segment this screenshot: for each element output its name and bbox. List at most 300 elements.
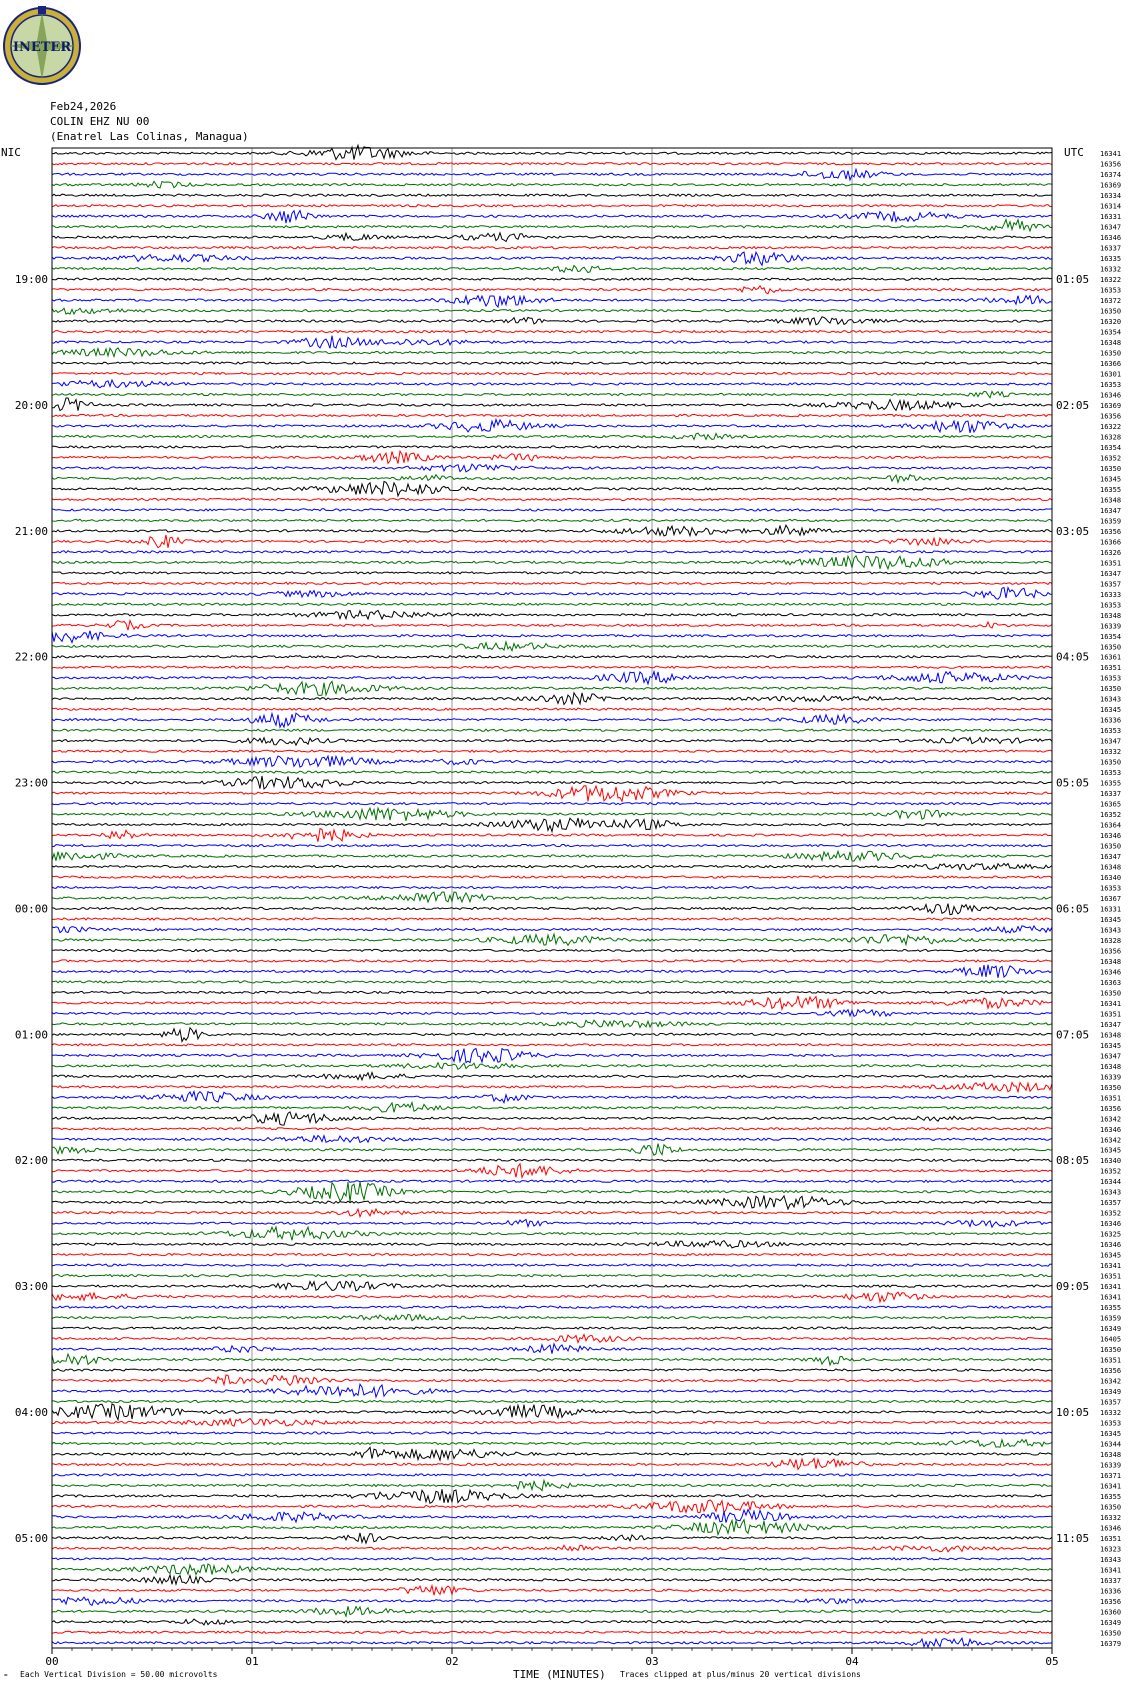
- trace-line: [52, 642, 1052, 651]
- x-tick-label: 02: [445, 1655, 459, 1668]
- trace-mean-label: 16356: [1100, 527, 1122, 536]
- trace-mean-label: 16328: [1100, 936, 1122, 945]
- trace-line: [52, 380, 1052, 388]
- trace-line: [52, 163, 1052, 165]
- trace-mean-label: 16336: [1100, 716, 1122, 725]
- trace-line: [52, 572, 1052, 574]
- trace-mean-label: 16320: [1100, 318, 1122, 327]
- scale-note: Each Vertical Division = 50.00 microvolts: [20, 1670, 218, 1679]
- left-time-label: 22:00: [14, 650, 48, 664]
- trace-mean-label: 16346: [1100, 832, 1122, 841]
- trace-line: [52, 1164, 1052, 1178]
- trace-mean-label: 16342: [1100, 1136, 1122, 1145]
- trace-mean-label: 16342: [1100, 1115, 1122, 1124]
- trace-line: [52, 808, 1052, 821]
- trace-mean-label: 16301: [1100, 370, 1122, 379]
- trace-mean-label: 16367: [1100, 895, 1122, 903]
- trace-mean-label: 16351: [1100, 1356, 1122, 1365]
- right-time-label: 08:05: [1056, 1154, 1090, 1168]
- trace-line: [52, 317, 1052, 325]
- trace-mean-label: 16346: [1100, 968, 1122, 977]
- trace-line: [52, 851, 1052, 861]
- trace-line: [52, 738, 1052, 746]
- trace-mean-label: 16343: [1100, 695, 1122, 704]
- trace-mean-label: 16351: [1100, 664, 1122, 673]
- x-tick-label: 01: [245, 1655, 259, 1668]
- trace-mean-label: 16346: [1100, 1125, 1122, 1134]
- trace-line: [52, 918, 1052, 920]
- trace-line: [52, 1136, 1052, 1143]
- trace-line: [52, 666, 1052, 668]
- trace-line: [52, 519, 1052, 521]
- trace-line: [52, 211, 1052, 224]
- trace-mean-label: 16348: [1100, 863, 1122, 872]
- trace-line: [52, 498, 1052, 500]
- trace-mean-label: 16353: [1100, 381, 1122, 390]
- trace-line: [52, 1631, 1052, 1633]
- trace-line: [52, 876, 1052, 878]
- trace-mean-labels: [1100, 150, 1121, 1648]
- trace-mean-label: 16345: [1100, 915, 1122, 924]
- trace-line: [52, 1474, 1052, 1476]
- trace-line: [52, 934, 1052, 945]
- trace-line: [52, 1606, 1052, 1616]
- trace-line: [52, 621, 1052, 631]
- trace-mean-label: 16326: [1100, 548, 1122, 557]
- trace-line: [52, 1440, 1052, 1448]
- trace-line: [52, 1103, 1052, 1113]
- trace-mean-label: 16353: [1100, 769, 1122, 778]
- trace-line: [52, 1044, 1052, 1046]
- trace-mean-label: 16341: [1100, 1293, 1122, 1302]
- trace-mean-label: 16314: [1100, 202, 1122, 211]
- trace-line: [52, 551, 1052, 553]
- trace-line: [52, 656, 1052, 658]
- trace-mean-label: 16346: [1100, 1220, 1122, 1229]
- trace-line: [52, 892, 1052, 902]
- trace-mean-label: 16332: [1100, 1408, 1122, 1417]
- trace-mean-label: 16359: [1100, 517, 1122, 526]
- trace-line: [52, 278, 1052, 280]
- trace-mean-label: 16356: [1100, 947, 1122, 956]
- trace-mean-label: 16343: [1100, 1188, 1122, 1197]
- trace-mean-label: 16352: [1100, 1209, 1122, 1218]
- trace-mean-label: 16342: [1100, 1377, 1122, 1386]
- trace-line: [52, 446, 1052, 448]
- trace-line: [52, 1281, 1052, 1291]
- trace-mean-label: 16347: [1100, 569, 1122, 578]
- trace-mean-label: 16369: [1100, 181, 1122, 190]
- trace-mean-label: 16349: [1100, 1618, 1122, 1627]
- trace-line: [52, 414, 1052, 416]
- scale-mark: =: [4, 1672, 8, 1679]
- trace-line: [52, 1314, 1052, 1320]
- trace-line: [52, 864, 1052, 870]
- trace-line: [52, 509, 1052, 511]
- trace-line: [52, 220, 1052, 231]
- trace-line: [52, 398, 1052, 411]
- trace-mean-label: 16337: [1100, 244, 1122, 253]
- header-station: COLIN EHZ NU 00: [50, 115, 150, 128]
- trace-mean-label: 16353: [1100, 674, 1122, 683]
- trace-mean-label: 16354: [1100, 443, 1122, 452]
- trace-line: [52, 1028, 1052, 1042]
- trace-line: [52, 205, 1052, 207]
- trace-mean-label: 16345: [1100, 1146, 1122, 1155]
- trace-mean-label: 16353: [1100, 1419, 1122, 1428]
- trace-mean-label: 16341: [1100, 150, 1122, 159]
- trace-line: [52, 535, 1052, 548]
- trace-line: [52, 1010, 1052, 1017]
- trace-line: [52, 433, 1052, 439]
- trace-line: [52, 1564, 1052, 1575]
- trace-line: [52, 681, 1052, 695]
- trace-line: [52, 771, 1052, 773]
- trace-mean-label: 16352: [1100, 1167, 1122, 1176]
- trace-line: [52, 1209, 1052, 1217]
- trace-line: [52, 1219, 1052, 1227]
- trace-line: [52, 818, 1052, 832]
- trace-mean-label: 16334: [1100, 192, 1122, 201]
- trace-mean-label: 16346: [1100, 1524, 1122, 1533]
- trace-line: [52, 1404, 1052, 1420]
- trace-line: [52, 1558, 1052, 1560]
- trace-mean-label: 16337: [1100, 790, 1122, 799]
- trace-mean-label: 16351: [1100, 1534, 1122, 1543]
- trace-mean-label: 16345: [1100, 1251, 1122, 1260]
- trace-line: [52, 1545, 1052, 1551]
- trace-mean-label: 16355: [1100, 1304, 1122, 1313]
- trace-line: [52, 308, 1052, 314]
- trace-mean-label: 16354: [1100, 632, 1122, 641]
- trace-mean-label: 16350: [1100, 989, 1122, 998]
- trace-mean-label: 16345: [1100, 706, 1122, 715]
- trace-mean-label: 16333: [1100, 590, 1122, 599]
- left-time-label: 05:00: [14, 1531, 48, 1545]
- trace-mean-label: 16349: [1100, 1325, 1122, 1334]
- trace-line: [52, 803, 1052, 805]
- trace-mean-label: 16361: [1100, 653, 1122, 662]
- trace-mean-label: 16350: [1100, 1346, 1122, 1355]
- trace-mean-label: 16350: [1100, 1083, 1122, 1092]
- trace-mean-label: 16345: [1100, 475, 1122, 484]
- trace-mean-label: 16325: [1100, 1230, 1122, 1239]
- left-time-label: 04:00: [14, 1405, 48, 1419]
- trace-line: [52, 713, 1052, 727]
- trace-mean-label: 16364: [1100, 821, 1122, 830]
- trace-mean-label: 16350: [1100, 349, 1122, 358]
- x-tick-label: 03: [645, 1655, 659, 1668]
- trace-mean-label: 16339: [1100, 1073, 1122, 1082]
- trace-line: [52, 1375, 1052, 1385]
- trace-line: [52, 266, 1052, 273]
- right-time-label: 01:05: [1056, 273, 1090, 287]
- trace-mean-label: 16322: [1100, 276, 1122, 285]
- trace-line: [52, 1049, 1052, 1063]
- trace-line: [52, 949, 1052, 951]
- trace-line: [52, 1489, 1052, 1503]
- x-tick-label: 00: [45, 1655, 59, 1668]
- trace-line: [52, 1354, 1052, 1365]
- trace-line: [52, 1275, 1052, 1277]
- trace-mean-label: 16350: [1100, 464, 1122, 473]
- ineter-logo: [2, 2, 82, 88]
- trace-mean-label: 16353: [1100, 601, 1122, 610]
- trace-mean-label: 16379: [1100, 1639, 1122, 1648]
- trace-mean-label: 16351: [1100, 1272, 1122, 1281]
- left-time-label: 20:00: [14, 398, 48, 412]
- trace-mean-label: 16350: [1100, 842, 1122, 851]
- trace-line: [52, 904, 1052, 915]
- trace-group: [52, 145, 1052, 1647]
- trace-mean-label: 16353: [1100, 884, 1122, 893]
- trace-mean-label: 16371: [1100, 1471, 1122, 1480]
- trace-line: [52, 1335, 1052, 1343]
- right-time-label: 07:05: [1056, 1028, 1090, 1042]
- trace-line: [52, 181, 1052, 188]
- trace-line: [52, 1292, 1052, 1302]
- right-timezone-label: UTC: [1064, 146, 1084, 159]
- trace-mean-label: 16341: [1100, 1262, 1122, 1271]
- trace-mean-label: 16350: [1100, 1629, 1122, 1638]
- trace-mean-label: 16336: [1100, 1587, 1122, 1596]
- trace-line: [52, 981, 1052, 983]
- trace-line: [52, 886, 1052, 888]
- trace-line: [52, 926, 1052, 933]
- left-time-label: 00:00: [14, 902, 48, 916]
- trace-mean-label: 16347: [1100, 223, 1122, 232]
- trace-line: [52, 996, 1052, 1009]
- trace-mean-label: 16369: [1100, 401, 1122, 410]
- trace-mean-label: 16366: [1100, 538, 1122, 547]
- trace-mean-label: 16341: [1100, 999, 1122, 1008]
- trace-line: [52, 1575, 1052, 1584]
- trace-line: [52, 582, 1052, 584]
- left-timezone-label: NIC: [1, 146, 21, 159]
- trace-line: [52, 247, 1052, 249]
- trace-mean-label: 16360: [1100, 1608, 1122, 1617]
- trace-mean-label: 16343: [1100, 926, 1122, 935]
- trace-mean-label: 16365: [1100, 800, 1122, 809]
- trace-mean-label: 16322: [1100, 422, 1122, 431]
- trace-mean-label: 16347: [1100, 737, 1122, 746]
- logo-flag-icon: [38, 6, 46, 14]
- trace-line: [52, 464, 1052, 472]
- trace-line: [52, 1144, 1052, 1156]
- trace-mean-label: 16349: [1100, 1388, 1122, 1397]
- trace-line: [52, 286, 1052, 294]
- trace-mean-label: 16332: [1100, 748, 1122, 757]
- trace-line: [52, 1306, 1052, 1308]
- trace-line: [52, 1182, 1052, 1202]
- trace-mean-label: 16343: [1100, 1555, 1122, 1564]
- trace-line: [52, 1533, 1052, 1543]
- trace-line: [52, 556, 1052, 569]
- trace-line: [52, 1447, 1052, 1460]
- trace-line: [52, 1112, 1052, 1125]
- trace-line: [52, 1510, 1052, 1523]
- trace-line: [52, 672, 1052, 684]
- trace-mean-label: 16353: [1100, 727, 1122, 736]
- trace-line: [52, 1159, 1052, 1161]
- right-time-label: 03:05: [1056, 524, 1090, 538]
- right-time-label: 09:05: [1056, 1280, 1090, 1294]
- trace-mean-label: 16348: [1100, 1031, 1122, 1040]
- trace-line: [52, 1020, 1052, 1027]
- trace-line: [52, 750, 1052, 752]
- trace-line: [52, 145, 1052, 159]
- trace-line: [52, 252, 1052, 265]
- trace-mean-label: 16345: [1100, 1429, 1122, 1438]
- trace-mean-label: 16355: [1100, 485, 1122, 494]
- trace-mean-label: 16351: [1100, 1094, 1122, 1103]
- trace-line: [52, 1619, 1052, 1625]
- right-time-labels: [1056, 273, 1089, 1545]
- trace-line: [52, 991, 1052, 993]
- trace-line: [52, 1196, 1052, 1210]
- trace-line: [52, 451, 1052, 464]
- trace-line: [52, 348, 1052, 357]
- trace-line: [52, 729, 1052, 731]
- trace-line: [52, 419, 1052, 433]
- right-time-label: 11:05: [1056, 1531, 1090, 1545]
- trace-line: [52, 194, 1052, 196]
- left-time-label: 19:00: [14, 273, 48, 287]
- trace-mean-label: 16345: [1100, 1041, 1122, 1050]
- trace-mean-label: 16356: [1100, 1367, 1122, 1376]
- trace-mean-label: 16357: [1100, 1398, 1122, 1407]
- trace-line: [52, 1073, 1052, 1080]
- trace-mean-label: 16347: [1100, 506, 1122, 515]
- trace-line: [52, 776, 1052, 789]
- trace-mean-label: 16331: [1100, 905, 1122, 914]
- trace-line: [52, 1520, 1052, 1535]
- trace-line: [52, 1327, 1052, 1329]
- trace-mean-label: 16356: [1100, 412, 1122, 421]
- clip-note: Traces clipped at plus/minus 20 vertical divisions: [620, 1670, 861, 1679]
- x-axis-label: TIME (MINUTES): [513, 1668, 606, 1681]
- trace-line: [52, 1500, 1052, 1513]
- right-time-label: 05:05: [1056, 776, 1090, 790]
- trace-mean-label: 16347: [1100, 1020, 1122, 1029]
- trace-line: [52, 588, 1052, 600]
- trace-line: [52, 1384, 1052, 1397]
- trace-mean-label: 16350: [1100, 1503, 1122, 1512]
- x-axis-ticks: [45, 1648, 1058, 1668]
- trace-mean-label: 16351: [1100, 559, 1122, 568]
- trace-line: [52, 603, 1052, 605]
- header-date: Feb24,2026: [50, 100, 117, 113]
- left-time-labels: [15, 273, 48, 1545]
- right-time-label: 04:05: [1056, 650, 1090, 664]
- trace-mean-label: 16356: [1100, 160, 1122, 169]
- logo-text: INETER: [12, 40, 72, 55]
- trace-line: [52, 362, 1052, 364]
- trace-mean-label: 16347: [1100, 853, 1122, 862]
- trace-line: [52, 1586, 1052, 1596]
- trace-mean-label: 16332: [1100, 265, 1122, 274]
- left-time-label: 03:00: [14, 1280, 48, 1294]
- trace-line: [52, 1419, 1052, 1427]
- trace-mean-label: 16344: [1100, 1178, 1122, 1187]
- trace-mean-label: 16353: [1100, 286, 1122, 295]
- trace-mean-label: 16341: [1100, 1283, 1122, 1292]
- trace-line: [52, 1180, 1052, 1182]
- trace-mean-label: 16352: [1100, 454, 1122, 463]
- trace-mean-label: 16352: [1100, 811, 1122, 820]
- trace-line: [52, 391, 1052, 397]
- trace-mean-label: 16346: [1100, 1241, 1122, 1250]
- trace-line: [52, 965, 1052, 978]
- trace-line: [52, 756, 1052, 767]
- trace-line: [52, 372, 1052, 374]
- trace-mean-label: 16335: [1100, 255, 1122, 264]
- trace-mean-label: 16350: [1100, 307, 1122, 316]
- left-time-label: 01:00: [14, 1028, 48, 1042]
- trace-mean-label: 16348: [1100, 339, 1122, 348]
- trace-line: [52, 1092, 1052, 1103]
- trace-mean-label: 16346: [1100, 391, 1122, 400]
- trace-line: [52, 693, 1052, 705]
- trace-line: [52, 1597, 1052, 1605]
- trace-mean-label: 16359: [1100, 1314, 1122, 1323]
- trace-mean-label: 16366: [1100, 360, 1122, 369]
- trace-mean-label: 16331: [1100, 213, 1122, 222]
- trace-mean-label: 16405: [1100, 1335, 1122, 1344]
- trace-mean-label: 16341: [1100, 1482, 1122, 1491]
- trace-line: [52, 1480, 1052, 1490]
- trace-line: [52, 631, 1052, 643]
- trace-mean-label: 16355: [1100, 1492, 1122, 1501]
- left-time-label: 02:00: [14, 1154, 48, 1168]
- right-time-label: 02:05: [1056, 398, 1090, 412]
- trace-mean-label: 16372: [1100, 297, 1122, 306]
- left-time-label: 21:00: [14, 524, 48, 538]
- trace-line: [52, 296, 1052, 307]
- trace-line: [52, 1459, 1052, 1470]
- trace-line: [52, 169, 1052, 180]
- x-tick-label: 05: [1045, 1655, 1059, 1668]
- trace-mean-label: 16350: [1100, 685, 1122, 694]
- trace-mean-label: 16332: [1100, 1513, 1122, 1522]
- trace-mean-label: 16363: [1100, 978, 1122, 987]
- trace-line: [52, 1241, 1052, 1248]
- trace-line: [52, 610, 1052, 619]
- trace-line: [52, 708, 1052, 710]
- trace-line: [52, 1264, 1052, 1266]
- trace-line: [52, 1369, 1052, 1371]
- trace-mean-label: 16374: [1100, 171, 1122, 180]
- trace-mean-label: 16346: [1100, 234, 1122, 243]
- trace-mean-label: 16348: [1100, 496, 1122, 505]
- trace-line: [52, 845, 1052, 847]
- trace-line: [52, 1063, 1052, 1070]
- trace-mean-label: 16357: [1100, 1199, 1122, 1208]
- trace-mean-label: 16337: [1100, 1576, 1122, 1585]
- trace-mean-label: 16323: [1100, 1545, 1122, 1554]
- trace-mean-label: 16341: [1100, 1566, 1122, 1575]
- trace-line: [52, 1400, 1052, 1402]
- x-tick-label: 04: [845, 1655, 859, 1668]
- trace-line: [52, 1128, 1052, 1130]
- trace-line: [52, 1344, 1052, 1354]
- trace-mean-label: 16351: [1100, 1010, 1122, 1019]
- trace-mean-label: 16339: [1100, 622, 1122, 631]
- trace-line: [52, 1083, 1052, 1092]
- header-location: (Enatrel Las Colinas, Managua): [50, 130, 249, 143]
- trace-line: [52, 1638, 1052, 1647]
- trace-mean-label: 16340: [1100, 1157, 1122, 1166]
